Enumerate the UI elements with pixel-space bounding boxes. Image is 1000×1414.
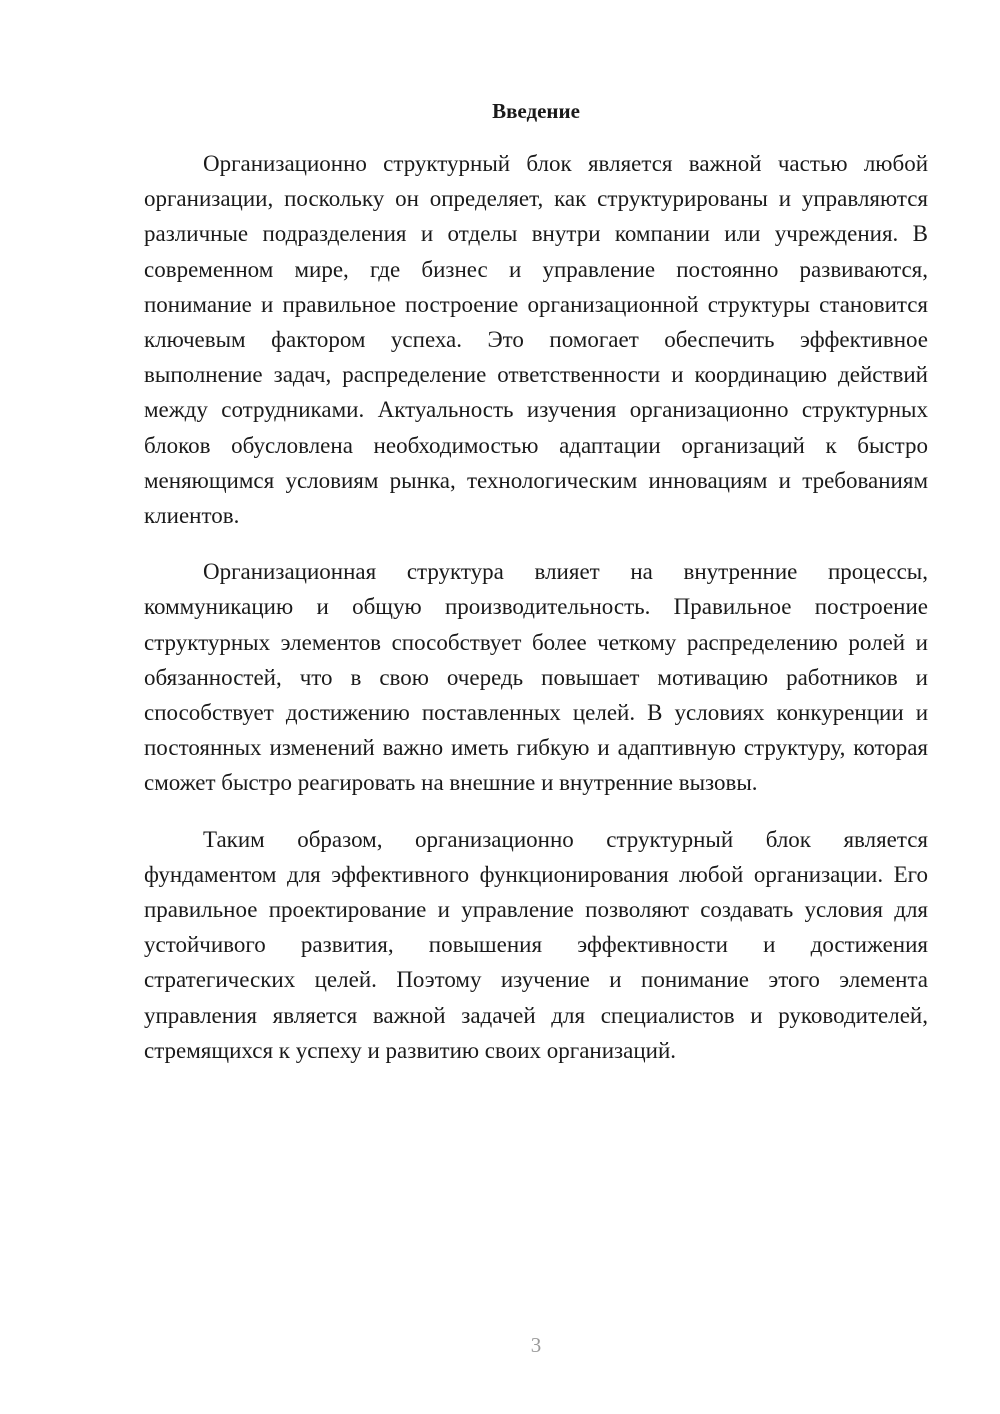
- section-title: Введение: [492, 99, 580, 123]
- paragraph-2: Организационная структура влияет на внутренние процессы, коммуникацию и общую производительность. Правильное построение структурных элементов способствует более четкому распределению ролей и обязанностей, что в свою очередь повышает мотивацию работников и способствует достижению поставленных целей. В условиях конкуренции и постоянных изменений важно иметь гибкую и адаптивную структуру, которая сможет быстро реагировать на внешние и внутренние вызовы.: [144, 559, 928, 796]
- page-number: 3: [530, 1333, 542, 1357]
- page-content: [144, 98, 928, 1068]
- paragraph-gap: [144, 801, 928, 822]
- paragraph-3: Таким образом, организационно структурный блок является фундаментом для эффективного функционирования любой организации. Его правильное проектирование и управление позволяют создавать условия для устойчивого развития, повышения эффективности и достижения стратегических целей. Поэтому изучение и понимание этого элемента управления является важной задачей для специалистов и руководителей, стремящихся к успеху и развитию своих организаций.: [144, 826, 928, 1063]
- paragraph-1: Организационно структурный блок является важной частью любой организации, поскольку он определяет, как структурированы и управляются различные подразделения и отделы внутри компании или учреждения. В современном мире, где бизнес и управление постоянно развиваются, понимание и правильное построение организационной структуры становится ключевым фактором успеха. Это помогает обеспечить эффективное выполнение задач, распределение ответственности и координацию действий между сотрудниками. Актуальность изучения организационно структурных блоков обусловлена необходимостью адаптации организаций к быстро меняющимся условиям рынка, технологическим инновациям и требованиям клиентов.: [144, 151, 928, 529]
- paragraph-gap: [144, 533, 928, 554]
